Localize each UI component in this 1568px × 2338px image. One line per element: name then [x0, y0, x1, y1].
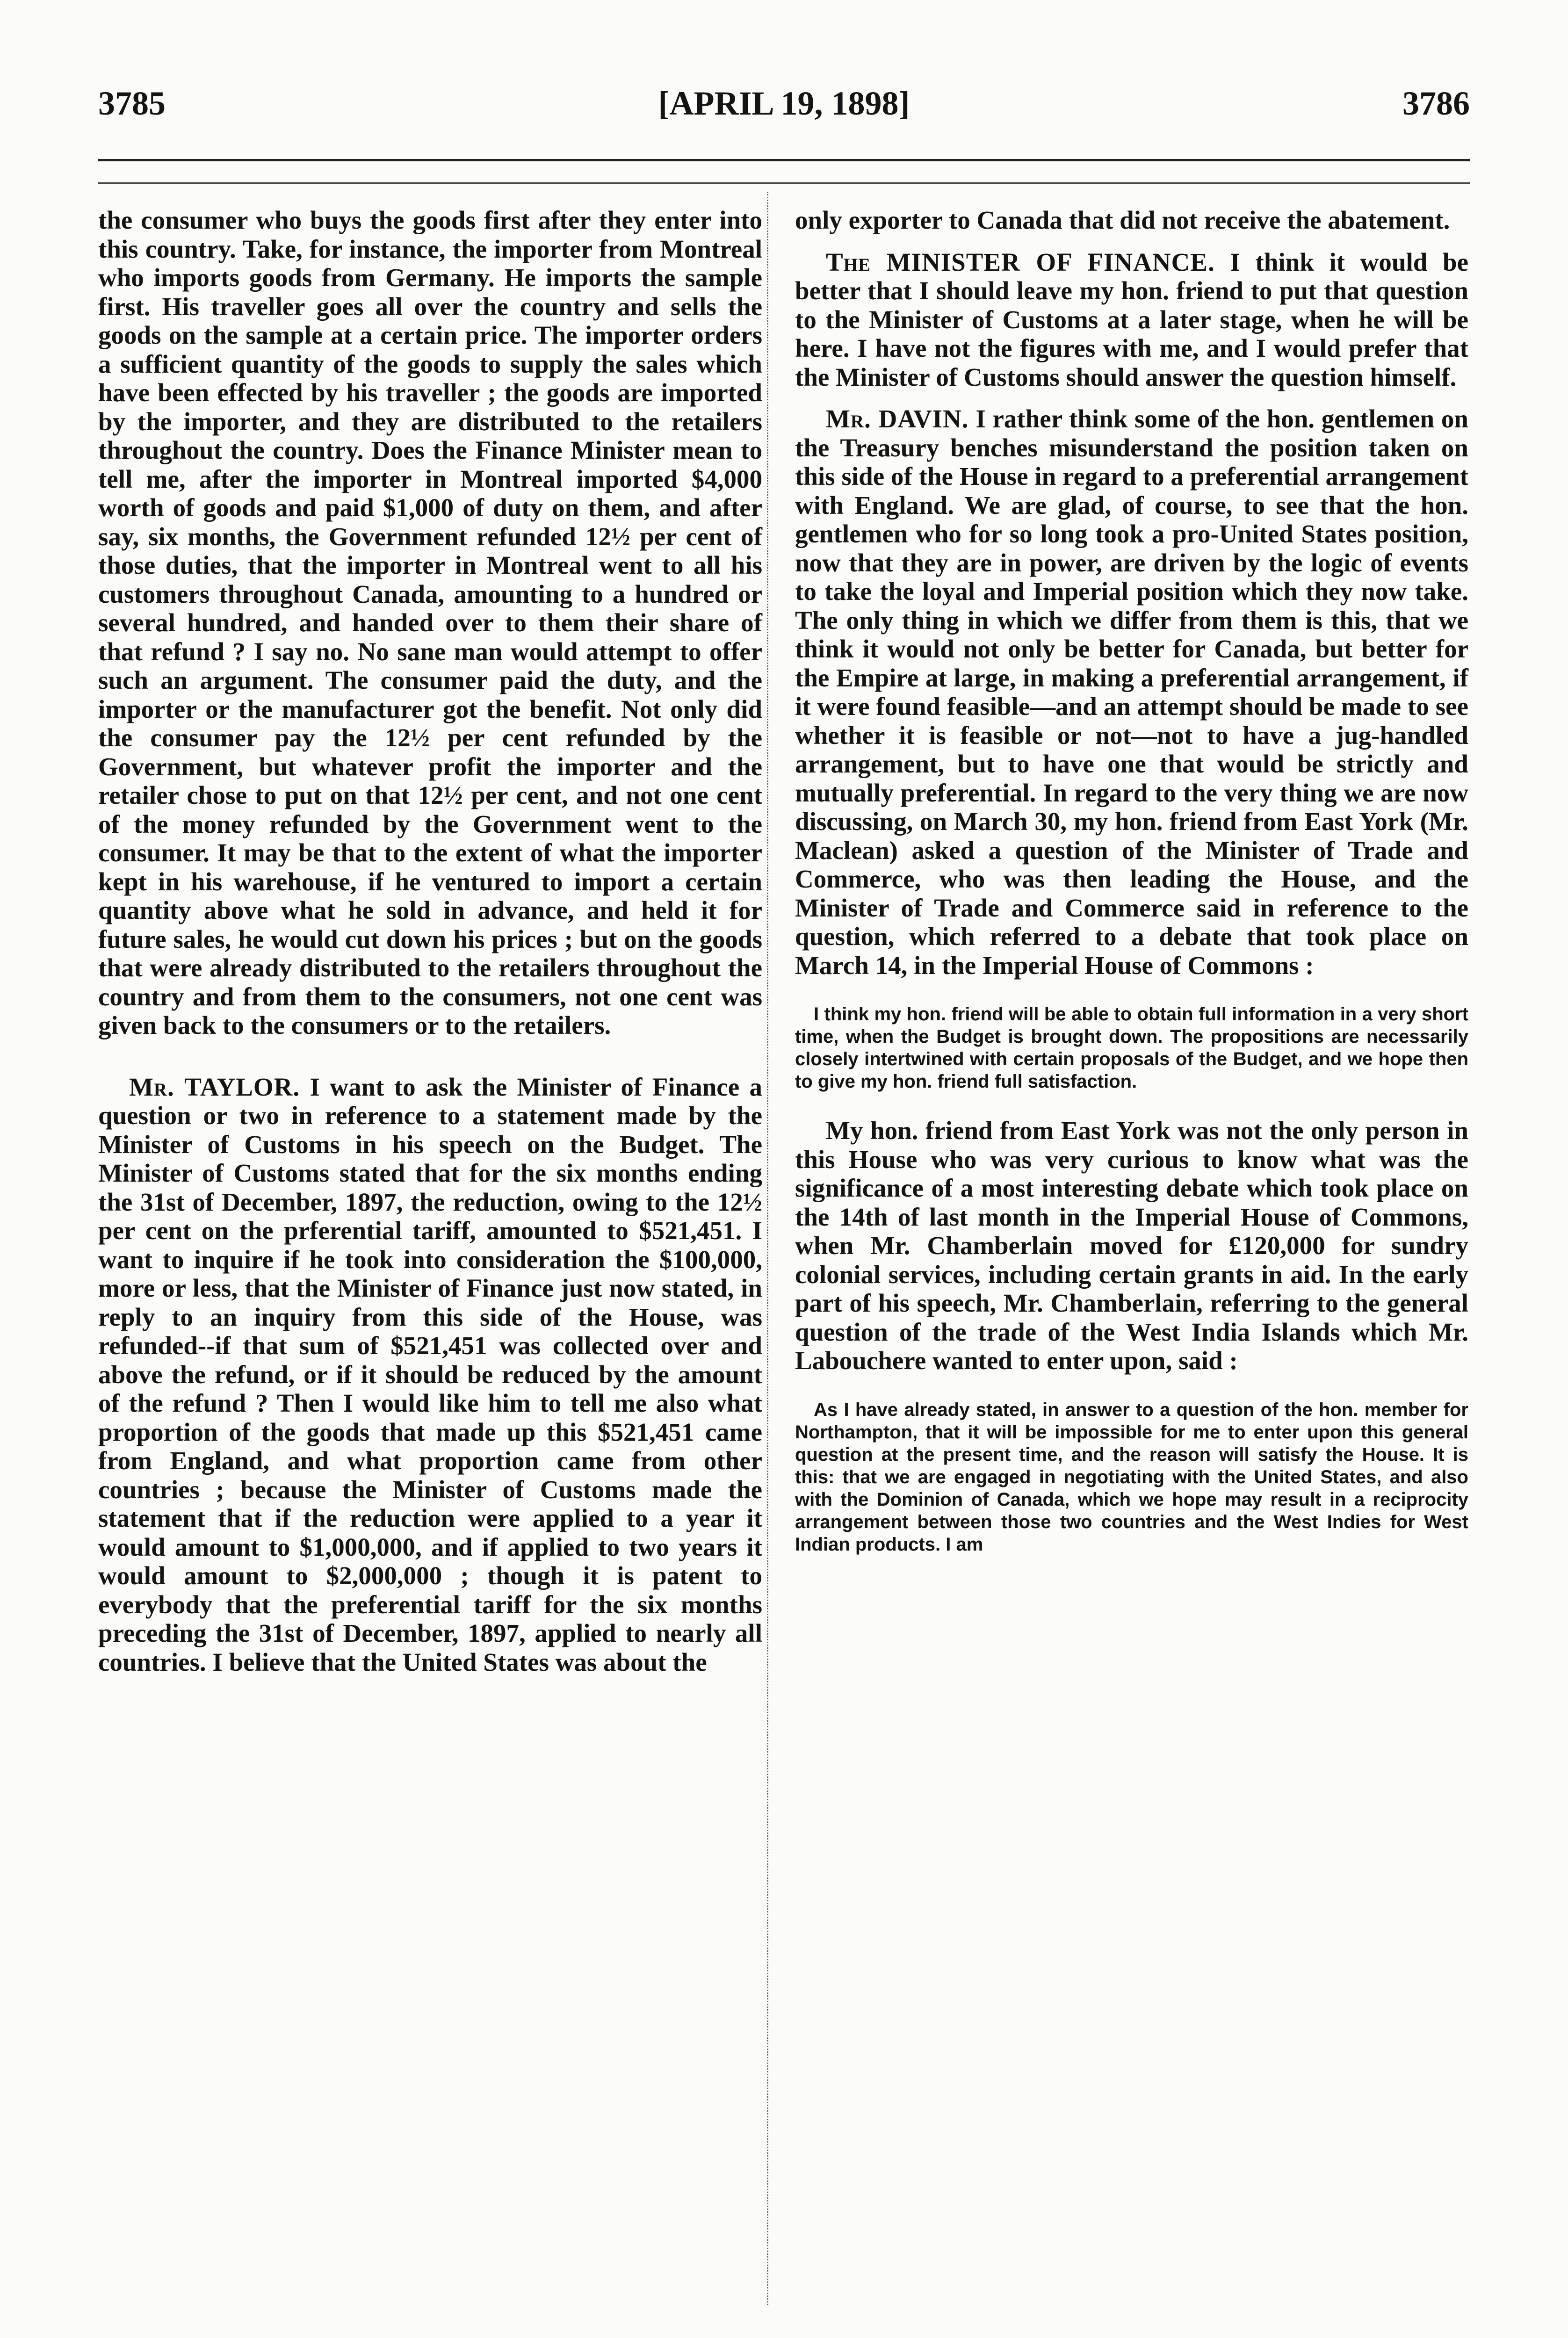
right-paragraph-3-text: I rather think some of the hon. gentlemen on the Treasury benches misunderstand the position taken on this side of the House in regard to a preferential arrangement with England. We are glad, of course, to see that the hon. gentlemen who for so long took a pro-United States position, now that they are in power, are driven by the logic of events to take the loyal and Imperial position which they now take. The only thing in which we differ from them is this, that we think it would not only be better for Canada, but better for the Empire at large, in making a preferential arrangement, if it were found feasible—and an attempt should be made to see whether it is feasible or not—not to have a jug-handled arrangement, but to have one that would be strictly and mutually preferential. In regard to the very thing we are now discussing, on March 30, my hon. friend from East York (Mr. Maclean) asked a question of the Minister of Trade and Commerce, who was then leading the House, and the Minister of Trade and Commerce said in reference to the question, which referred to a debate that took place on March 14, in the Imperial House of Commons : — [795, 404, 1468, 980]
right-column — [795, 206, 1468, 1579]
left-column — [98, 206, 762, 1676]
speaker-minister-of-finance: The MINISTER OF FINANCE. — [826, 247, 1215, 276]
right-paragraph-2-text: I think it would be better that I should leave my hon. friend to put that question to the Minister of Customs at a later stage, when he will be here. I have not the figures with me, and I would prefer that the Minister of Customs should answer the question himself. — [795, 247, 1468, 391]
header-rule — [98, 159, 1470, 161]
quote-block-1: I think my hon. friend will be able to obtain full information in a very short time, when the Budget is brought down. The propositions are necessarily closely intertwined with certain proposals of the Budget, and we hope then to give my hon. friend full satisfaction. — [795, 1004, 1468, 1092]
left-paragraph-2-text: I want to ask the Minister of Finance a question or two in reference to a statement made by the Minister of Customs in his speech on the Budget. The Minister of Customs stated that for the six months ending the 31st of December, 1897, the reduction, owing to the 12½ per cent on the prferential tariff, amounted to $521,451. I want to inquire if he took into consideration the $100,000, more or less, that the Minister of Finance just now stated, in reply to an inquiry from this side of the House, was refunded--if that sum of $521,451 was collected over and above the refund, or if it should be reduced by the amount of the refund ? Then I would like him to tell me also what proportion of the goods that made up this $521,451 came from England, and what proportion came from other countries ; because the Minister of Customs made the statement that if the reduction were applied to a year it would amount to $1,000,000, and if applied to two years it would amount to $2,000,000 ; though it is patent to everybody that the preferential tariff for the six months preceding the 31st of December, 1897, applied to nearly all countries. I believe that the United States was about the — [98, 1072, 762, 1676]
column-divider — [767, 192, 768, 2305]
right-paragraph-4: My hon. friend from East York was not the only person in this House who was very curious to know what was the significance of a most interesting debate which took place on the 14th of last month in the Imperial House of Commons, when Mr. Chamberlain moved for £120,000 for sundry colonial services, including certain grants in aid. In the early part of his speech, Mr. Chamberlain, referring to the general question of the trade of the West India Islands which Mr. Labouchere wanted to enter upon, said : — [795, 1116, 1468, 1375]
speaker-taylor: Mr. TAYLOR. — [129, 1072, 300, 1101]
page-number-left: 3785 — [98, 85, 166, 122]
header-rule-thin — [98, 182, 1470, 184]
left-paragraph-2 — [98, 1073, 762, 1677]
left-paragraph-1: the consumer who buys the goods first after they enter into this country. Take, for instance, the importer from Montreal who imports goods from Germany. He imports the sample first. His traveller goes all over the country and sells the goods on the sample at a certain price. The importer orders a sufficient quantity of the goods to supply the sales which have been effected by his traveller ; the goods are imported by the importer, and they are distributed to the retailers throughout the country. Does the Finance Minister mean to tell me, after the importer in Montreal imported $4,000 worth of goods and paid $1,000 of duty on them, and after say, six months, the Government refunded 12½ per cent of those duties, that the importer in Montreal went to all his customers throughout Canada, amounting to a hundred or several hundred, and handed over to them their share of that refund ? I say no. No sane man would attempt to offer such an argument. The consumer paid the duty, and the importer or the manufacturer got the benefit. Not only did the consumer pay the 12½ per cent refunded by the Government, but whatever profit the importer and the retailer chose to put on that 12½ per cent, and not one cent of the money refunded by the Government went to the consumer. It may be that to the extent of what the importer kept in his warehouse, if he ventured to import a certain quantity above what he sold in advance, and held it for future sales, he would cut down his prices ; but on the goods that were already distributed to the retailers throughout the country and from them to the consumers, not one cent was given back to the consumers or to the retailers. — [98, 206, 762, 1039]
speaker-davin: Mr. DAVIN. — [826, 404, 969, 433]
right-paragraph-3 — [795, 404, 1468, 980]
right-paragraph-1: only exporter to Canada that did not receive the abatement. — [795, 206, 1450, 234]
page-number-right: 3786 — [1402, 85, 1470, 122]
page-date: [APRIL 19, 1898] — [658, 85, 910, 122]
right-paragraph-2 — [795, 248, 1468, 392]
page-header — [98, 84, 1470, 136]
quote-block-2: As I have already stated, in answer to a question of the hon. member for Northampton, that it will be impossible for me to enter upon this general question at the present time, and the reason will satisfy the House. It is this: that we are engaged in negotiating with the United States, and also with the Dominion of Canada, which we hope may result in a reciprocity arrangement between those two countries and the West Indies for West Indian products. I am — [795, 1399, 1468, 1555]
